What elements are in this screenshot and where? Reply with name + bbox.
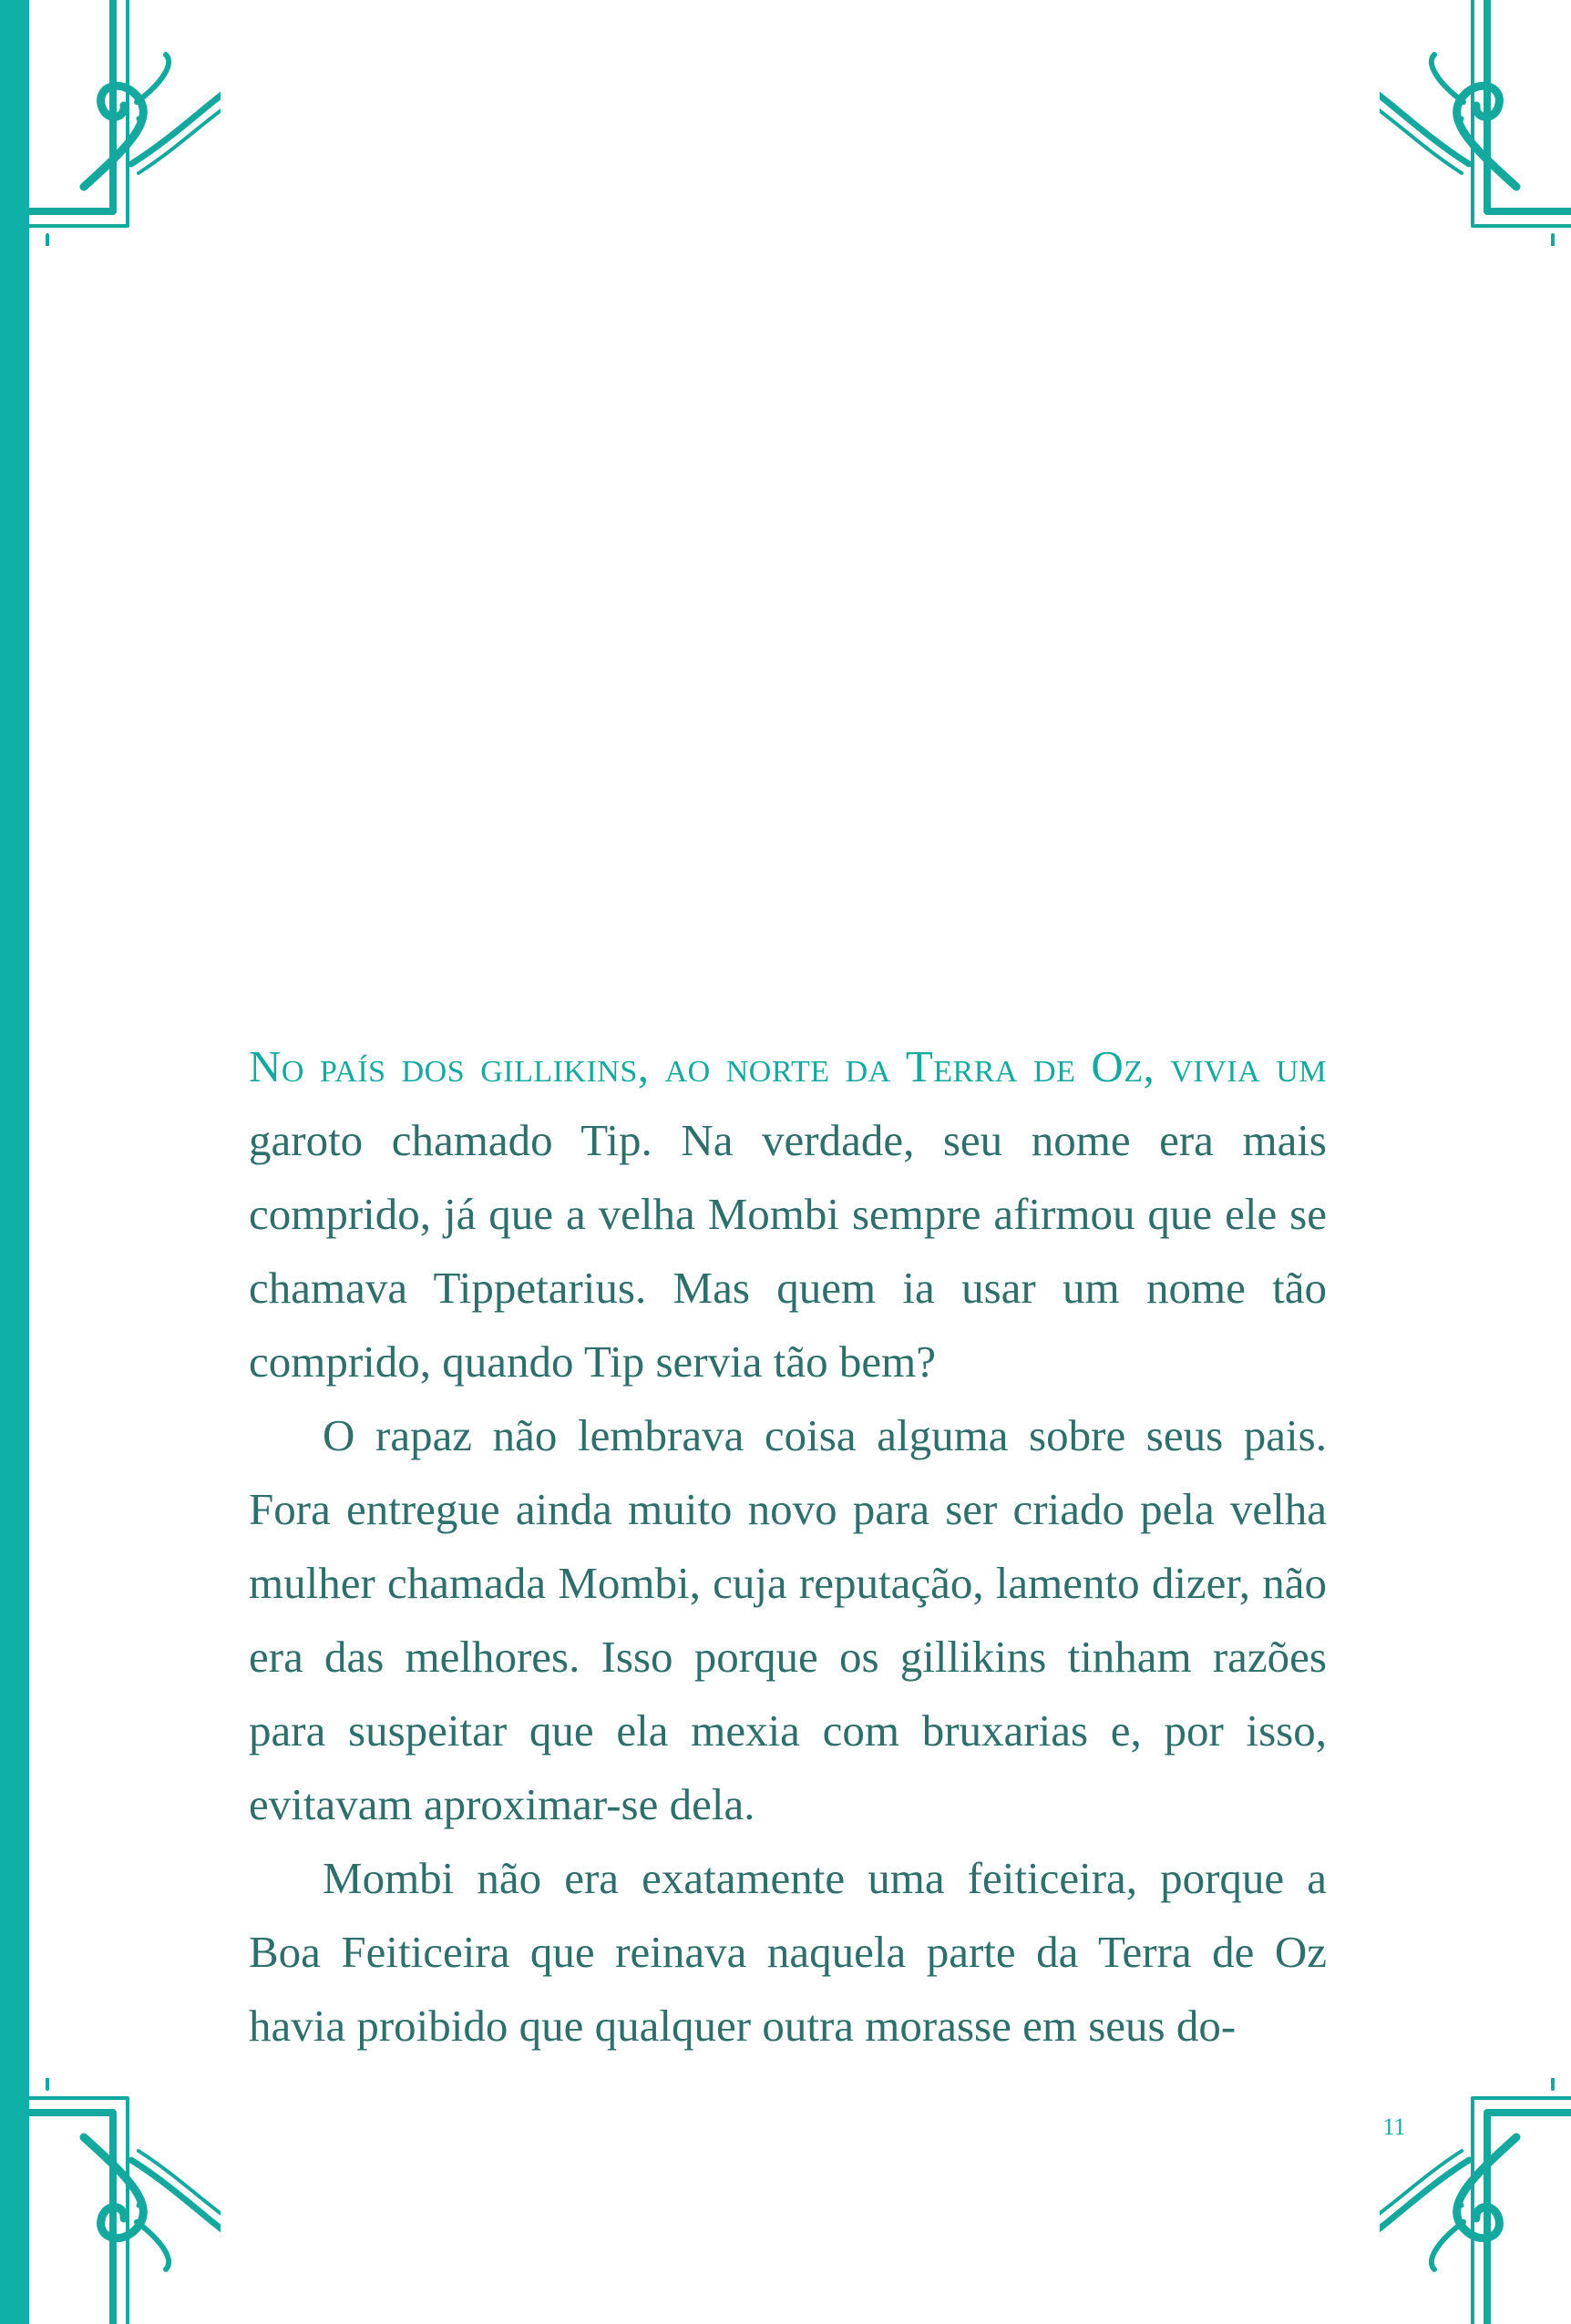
corner-ornament-bottom-left: [29, 2078, 221, 2324]
scroll-corner-flourish-icon: [29, 0, 221, 246]
corner-ornament-top-left: [29, 0, 221, 246]
paragraph-1: [249, 1029, 1327, 1398]
paragraph-2: O rapaz não lembrava coisa alguma sobre seus pais. Fora entregue ainda muito novo para ser criado pela velha mulher chamada Mombi, cuja reputação, lamento dizer, não era das melhores. Isso porque os gillikins tinham razões para suspeitar que ela mexia com bruxarias e, por isso, evitavam aproximar-se dela.: [249, 1410, 1327, 1829]
scroll-corner-flourish-icon: [29, 2078, 221, 2324]
scroll-corner-flourish-icon: [1380, 0, 1571, 246]
paragraph-lead-in: No país dos gillikins, ao norte da Terra de Oz, vivia um: [249, 1041, 1328, 1091]
corner-ornament-top-right: [1380, 0, 1571, 246]
page-number: 11: [1382, 2114, 1406, 2140]
chapter-body-text: [249, 1029, 1327, 2063]
paragraph-1-text: garoto chamado Tip. Na verdade, seu nome era mais comprido, já que a velha Mombi sempre afirmou que ele se chamava Tippetarius. Mas quem ia usar um nome tão comprido, quando Tip servia tão bem?: [249, 1115, 1327, 1387]
spine-color-bar: [0, 0, 29, 2324]
paragraph-3: Mombi não era exatamente uma feiticeira, porque a Boa Feiticeira que reinava naquela parte da Terra de Oz havia proibido que qualquer outra morasse em seus do-: [249, 1853, 1327, 2051]
